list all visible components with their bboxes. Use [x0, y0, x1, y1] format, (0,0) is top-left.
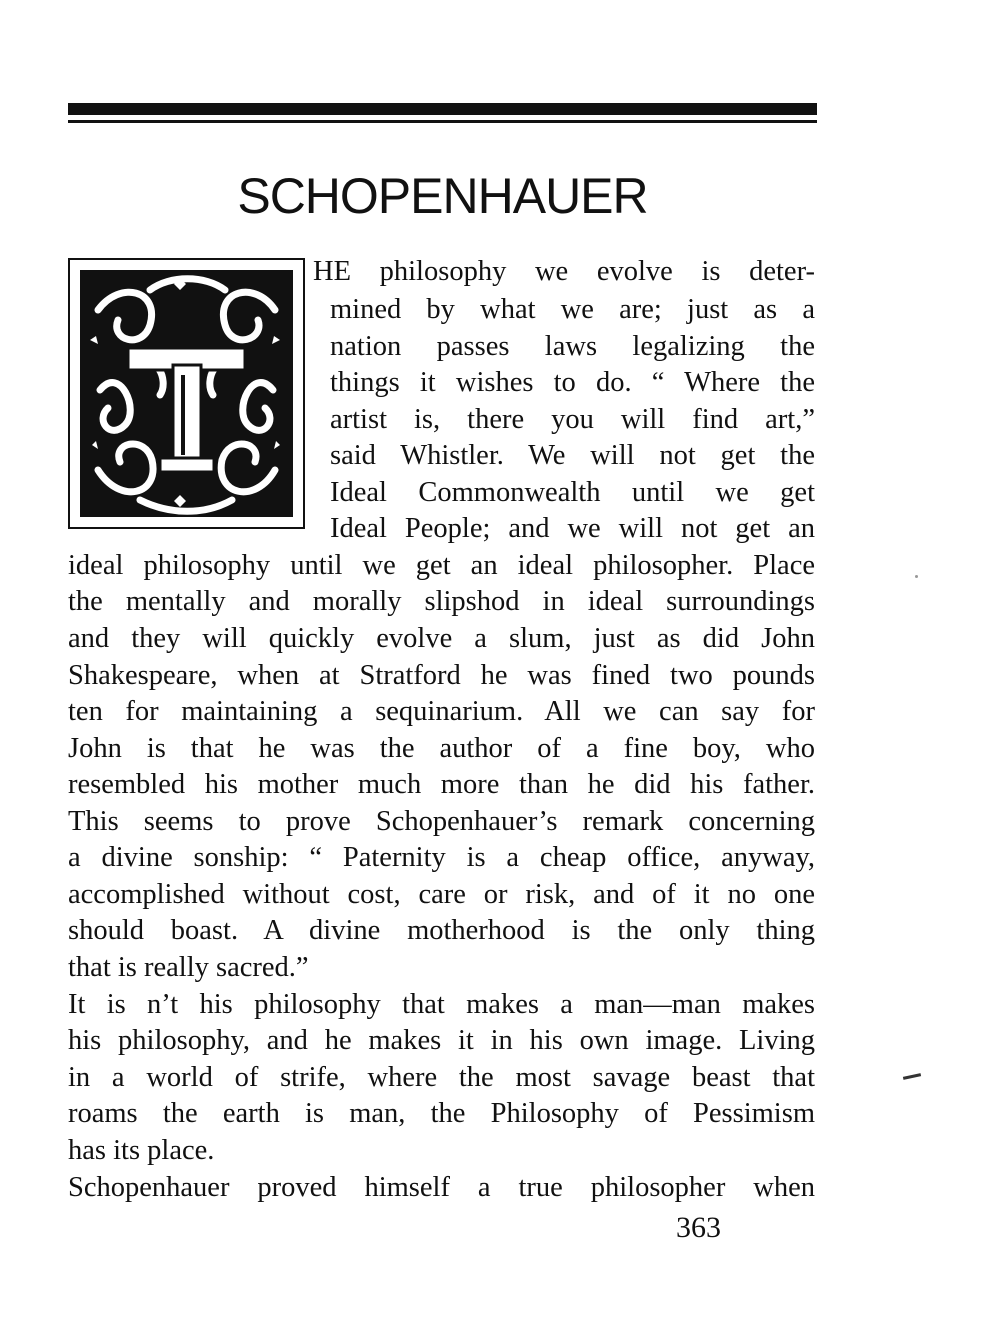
text-line: It is n’t his philosophy that makes a man—man makes — [68, 989, 815, 1020]
text-line: and they will quickly evolve a slum, just as did John — [68, 623, 815, 654]
text-line: mined by what we are; just as a — [330, 294, 815, 325]
text-line: Ideal Commonwealth until we get — [330, 477, 815, 508]
text-line: has its place. — [68, 1135, 215, 1166]
text-line: ideal philosophy until we get an ideal philosopher. Place — [68, 550, 815, 581]
page-number: 363 — [676, 1211, 721, 1244]
text-line: accomplished without cost, care or risk, and of it no one — [68, 879, 815, 910]
scan-artifact — [915, 575, 918, 578]
text-line: John is that he was the author of a fine boy, who — [68, 733, 815, 764]
text-line: said Whistler. We will not get the — [330, 440, 815, 471]
scan-artifact — [903, 1073, 921, 1080]
drop-cap-initial — [68, 258, 305, 529]
text-line: that is really sacred.” — [68, 952, 309, 983]
chapter-title: SCHOPENHAUER — [237, 168, 648, 224]
text-line: resembled his mother much more than he did his father. — [68, 769, 815, 800]
text-line: HE philosophy we evolve is deter- — [313, 256, 815, 287]
ornamental-initial-t-icon — [80, 270, 293, 517]
text-line: his philosophy, and he makes it in his own image. Living — [68, 1025, 815, 1056]
text-line: Schopenhauer proved himself a true philosopher when — [68, 1172, 815, 1203]
text-line: ten for maintaining a sequinarium. All we can say for — [68, 696, 815, 727]
text-line: artist is, there you will find art,” — [330, 404, 815, 435]
text-line: things it wishes to do. “ Where the — [330, 367, 815, 398]
header-rule-thick — [68, 103, 817, 115]
text-line: should boast. A divine motherhood is the only thing — [68, 915, 815, 946]
text-line: the mentally and morally slipshod in ideal surroundings — [68, 586, 815, 617]
text-line: This seems to prove Schopenhauer’s remark concerning — [68, 806, 815, 837]
text-line: a divine sonship: “ Paternity is a cheap office, anyway, — [68, 842, 815, 873]
text-line: Ideal People; and we will not get an — [330, 513, 815, 544]
text-line: Shakespeare, when at Stratford he was fined two pounds — [68, 660, 815, 691]
text-line: nation passes laws legalizing the — [330, 331, 815, 362]
header-rule-thin — [68, 120, 817, 123]
text-line: in a world of strife, where the most savage beast that — [68, 1062, 815, 1093]
text-line: roams the earth is man, the Philosophy of Pessimism — [68, 1098, 815, 1129]
